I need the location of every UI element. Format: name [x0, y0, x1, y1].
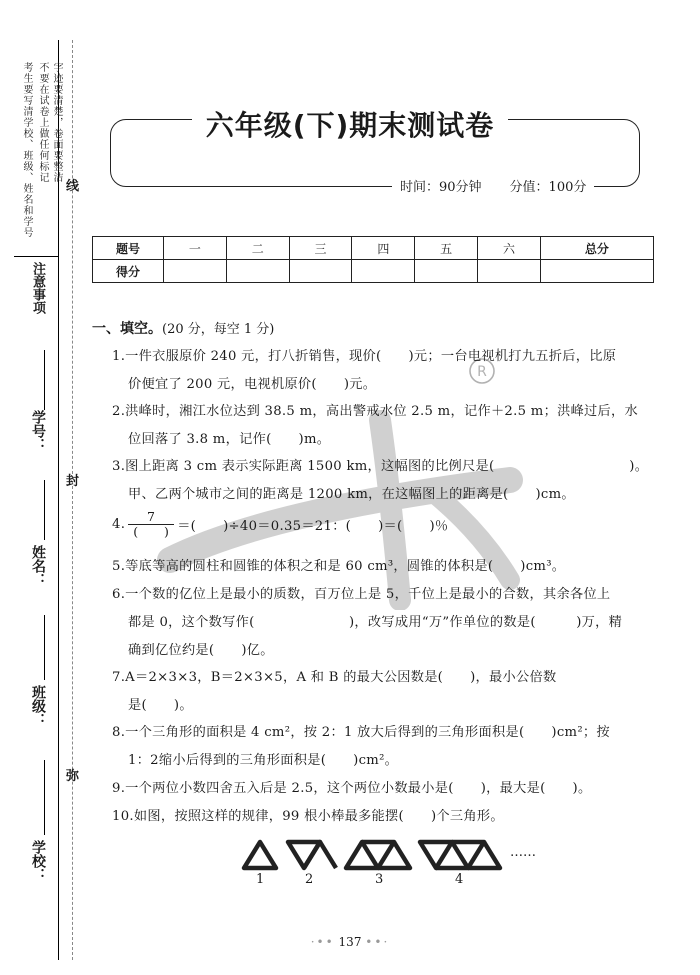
figure-label-3: 3	[375, 872, 384, 887]
time-limit: 时间：90分钟	[400, 180, 482, 195]
question-8-line-2: 1：2缩小后得到的三角形面积是( )cm²。	[128, 753, 399, 768]
section-title	[92, 318, 274, 338]
score-input-cell[interactable]	[540, 260, 653, 283]
page-number-text: 137	[338, 935, 362, 949]
table-cell: 四	[352, 237, 415, 260]
seal-mark-seal: 封	[66, 474, 80, 489]
table-cell: 五	[415, 237, 478, 260]
exam-info	[392, 176, 594, 195]
fraction-denominator: ( )	[133, 524, 170, 539]
section-heading: 一、填空。	[92, 321, 162, 337]
table-cell: 总分	[540, 237, 653, 260]
seal-mark-secret: 弥	[66, 769, 80, 784]
notice-line-1: 考生要写清学校、班级、姓名和学号	[21, 62, 32, 238]
figure-label-1: 1	[256, 872, 265, 887]
class-label: 班级：	[30, 685, 46, 727]
table-cell: 题号	[93, 237, 164, 260]
question-3-line-2: 甲、乙两个城市之间的距离是 1200 km，在这幅图上的距离是( )cm。	[128, 487, 575, 502]
table-cell: 三	[289, 237, 352, 260]
svg-text:R: R	[477, 364, 487, 380]
number-field[interactable]	[44, 350, 45, 410]
question-4	[112, 510, 448, 539]
table-cell: 六	[478, 237, 541, 260]
table-cell: 得分	[93, 260, 164, 283]
score-table	[92, 236, 654, 283]
number-label: 学号：	[30, 410, 46, 452]
name-label: 姓名：	[30, 545, 46, 587]
name-field[interactable]	[44, 480, 45, 540]
notice-divider	[14, 256, 58, 257]
notice-title: 注意事项	[30, 262, 45, 314]
question-2-line-2: 位回落了 3.8 m，记作( )m。	[128, 432, 331, 447]
score-input-cell[interactable]	[226, 260, 289, 283]
school-label: 学校：	[30, 840, 46, 882]
question-7-line-1: 7.A＝2×3×3，B＝2×3×5，A 和 B 的最大公因数是( )，最小公倍数	[112, 670, 557, 685]
section-note: (20 分，每空 1 分)	[162, 322, 275, 337]
fraction	[128, 510, 174, 539]
question-1-line-1: 1.一件衣服原价 240 元，打八折销售，现价( )元；一台电视机打九五折后，比原	[112, 349, 617, 364]
question-3-line-1: 3.图上距离 3 cm 表示实际距离 1500 km，这幅图的比例尺是( )。	[112, 459, 649, 474]
class-field[interactable]	[44, 615, 45, 680]
score-input-cell[interactable]	[289, 260, 352, 283]
question-4-prefix: 4.	[112, 517, 126, 532]
question-6-line-2: 都是 0，这个数写作( )，改写成用“万”作单位的数是( )万，精	[128, 615, 623, 630]
seal-mark-line: 线	[66, 179, 80, 194]
figure-label-2: 2	[305, 872, 314, 887]
question-6-line-1: 6.一个数的亿位上是最小的质数，百万位上是 5，千位上是最小的合数，其余各位上	[112, 587, 611, 602]
question-9: 9.一个两位小数四舍五入后是 2.5，这个两位小数最小是( )，最大是( )。	[112, 781, 592, 796]
notice-line-3: 字迹要清楚，卷面要整洁	[51, 62, 62, 183]
total-score: 分值：100分	[509, 180, 587, 195]
page-number: ·•• 137 ••·	[310, 935, 390, 949]
school-field[interactable]	[44, 760, 45, 835]
table-cell: 一	[164, 237, 227, 260]
score-input-cell[interactable]	[352, 260, 415, 283]
question-6-line-3: 确到亿位约是( )亿。	[128, 643, 274, 658]
question-10: 10.如图，按照这样的规律，99 根小棒最多能摆( )个三角形。	[112, 809, 504, 824]
score-input-cell[interactable]	[415, 260, 478, 283]
score-table-header-row	[93, 237, 654, 260]
question-7-line-2: 是( )。	[128, 698, 193, 713]
question-5: 5.等底等高的圆柱和圆锥的体积之和是 60 cm³，圆锥的体积是( )cm³。	[112, 559, 566, 574]
score-input-cell[interactable]	[164, 260, 227, 283]
score-input-cell[interactable]	[478, 260, 541, 283]
question-8-line-1: 8.一个三角形的面积是 4 cm²，按 2：1 放大后得到的三角形面积是( )cm²；按	[112, 725, 610, 740]
notice-line-2: 不要在试卷上做任何标记	[37, 62, 48, 183]
page-title: 六年级(下)期末测试卷	[0, 104, 700, 144]
question-4-rest: ＝( )÷40＝0.35＝21：( )＝( )％	[177, 519, 449, 534]
question-1-line-2: 价便宜了 200 元，电视机原价( )元。	[128, 377, 377, 392]
question-2-line-1: 2.洪峰时，湘江水位达到 38.5 m，高出警戒水位 2.5 m，记作＋2.5 m；洪峰过后，水	[112, 404, 639, 419]
table-cell: 二	[226, 237, 289, 260]
figure-ellipsis: ……	[510, 845, 536, 860]
fraction-numerator: 7	[147, 509, 156, 524]
figure-label-4: 4	[455, 872, 464, 887]
score-table-score-row	[93, 260, 654, 283]
